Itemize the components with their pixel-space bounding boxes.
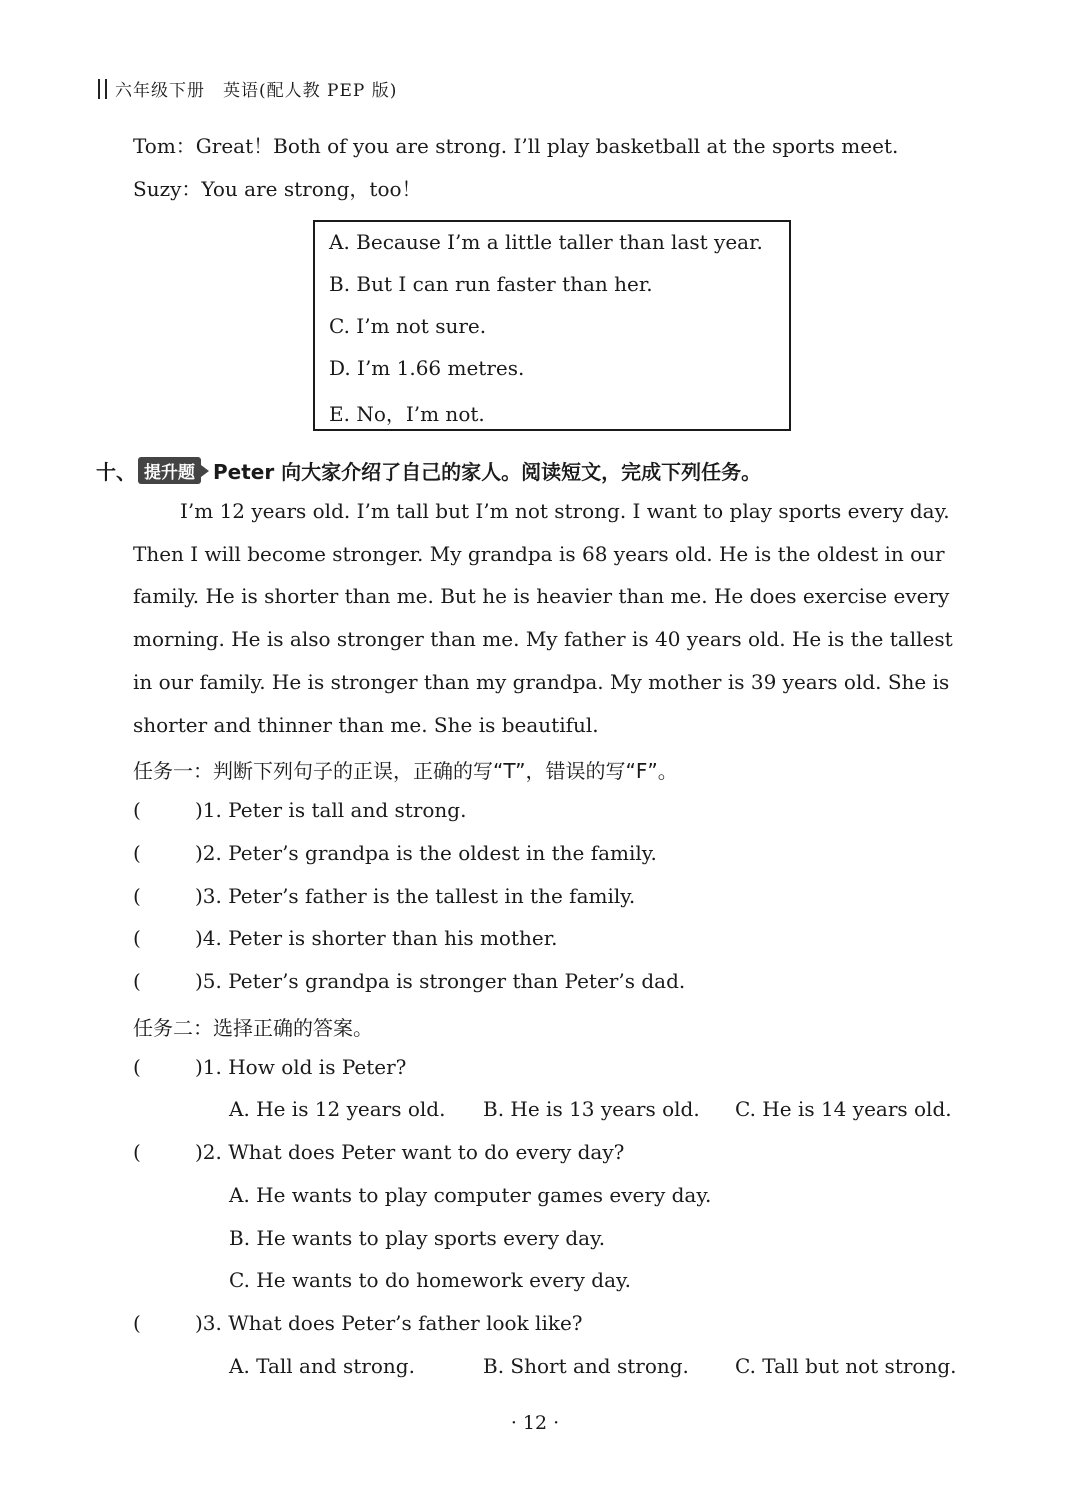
section-badge: 提升题 — [138, 457, 201, 484]
question-text: )1. Peter is tall and strong. — [195, 798, 467, 822]
q2-option-b: B. He wants to play sports every day. — [229, 1226, 606, 1250]
section-instruction: Peter 向大家介绍了自己的家人。阅读短文，完成下列任务。 — [213, 460, 762, 484]
question-text: )3. What does Peter’s father look like? — [195, 1311, 583, 1335]
q2-option-c: C. He wants to do homework every day. — [229, 1268, 631, 1292]
question-text: )4. Peter is shorter than his mother. — [195, 926, 558, 950]
question-text: )2. What does Peter want to do every day? — [195, 1140, 625, 1164]
answer-blank[interactable]: ( — [133, 1311, 141, 1335]
header-bars-icon — [98, 79, 107, 99]
option-c: C. I’m not sure. — [329, 314, 487, 338]
q3-option-b: B. Short and strong. — [483, 1354, 689, 1378]
q1-option-c: C. He is 14 years old. — [735, 1097, 952, 1121]
dialogue-line-tom: Tom：Great！Both of you are strong. I’ll play basketball at the sports meet. — [133, 134, 899, 158]
q1-option-a: A. He is 12 years old. — [229, 1097, 446, 1121]
answer-blank[interactable]: ( — [133, 1140, 141, 1164]
header-text: 六年级下册 英语(配人教 PEP 版) — [115, 81, 398, 101]
task1-item-5 — [133, 969, 685, 993]
task1-item-1 — [133, 798, 466, 822]
answer-blank[interactable]: ( — [133, 926, 141, 950]
question-text: )3. Peter’s father is the tallest in the family. — [195, 884, 636, 908]
options-box — [313, 220, 791, 431]
task1-item-4 — [133, 926, 557, 950]
answer-blank[interactable]: ( — [133, 798, 141, 822]
question-text: )2. Peter’s grandpa is the oldest in the family. — [195, 841, 657, 865]
task1-item-3 — [133, 884, 635, 908]
passage-line: in our family. He is stronger than my grandpa. My mother is 39 years old. She is — [133, 670, 950, 694]
task2-title: 任务二：选择正确的答案。 — [133, 1016, 373, 1040]
dialogue-line-suzy: Suzy：You are strong，too！ — [133, 177, 422, 201]
answer-blank[interactable]: ( — [133, 884, 141, 908]
page-number: · 12 · — [510, 1412, 560, 1434]
q3-option-a: A. Tall and strong. — [229, 1354, 415, 1378]
task2-question-3 — [133, 1311, 583, 1335]
answer-blank[interactable]: ( — [133, 969, 141, 993]
passage-line: shorter and thinner than me. She is beautiful. — [133, 713, 599, 737]
passage-line: I’m 12 years old. I’m tall but I’m not strong. I want to play sports every day. — [180, 499, 950, 523]
q2-option-a: A. He wants to play computer games every day. — [229, 1183, 712, 1207]
q1-option-b: B. He is 13 years old. — [483, 1097, 700, 1121]
passage-line: Then I will become stronger. My grandpa is 68 years old. He is the oldest in our — [133, 542, 945, 566]
task2-question-2 — [133, 1140, 624, 1164]
option-d: D. I’m 1.66 metres. — [329, 356, 525, 380]
answer-blank[interactable]: ( — [133, 841, 141, 865]
option-b: B. But I can run faster than her. — [329, 272, 653, 296]
option-e: E. No，I’m not. — [329, 402, 485, 426]
q3-option-c: C. Tall but not strong. — [735, 1354, 957, 1378]
question-text: )1. How old is Peter? — [195, 1055, 407, 1079]
option-a: A. Because I’m a little taller than last year. — [329, 230, 763, 254]
task1-item-2 — [133, 841, 657, 865]
page-header — [98, 76, 397, 101]
section-number: 十、 — [96, 460, 136, 484]
question-text: )5. Peter’s grandpa is stronger than Peter’s dad. — [195, 969, 686, 993]
section-title — [96, 456, 761, 485]
passage-line: family. He is shorter than me. But he is heavier than me. He does exercise every — [133, 584, 950, 608]
task2-question-1 — [133, 1055, 406, 1079]
answer-blank[interactable]: ( — [133, 1055, 141, 1079]
passage-line: morning. He is also stronger than me. My father is 40 years old. He is the tallest — [133, 627, 953, 651]
task1-title: 任务一：判断下列句子的正误，正确的写“T”，错误的写“F”。 — [133, 759, 678, 783]
